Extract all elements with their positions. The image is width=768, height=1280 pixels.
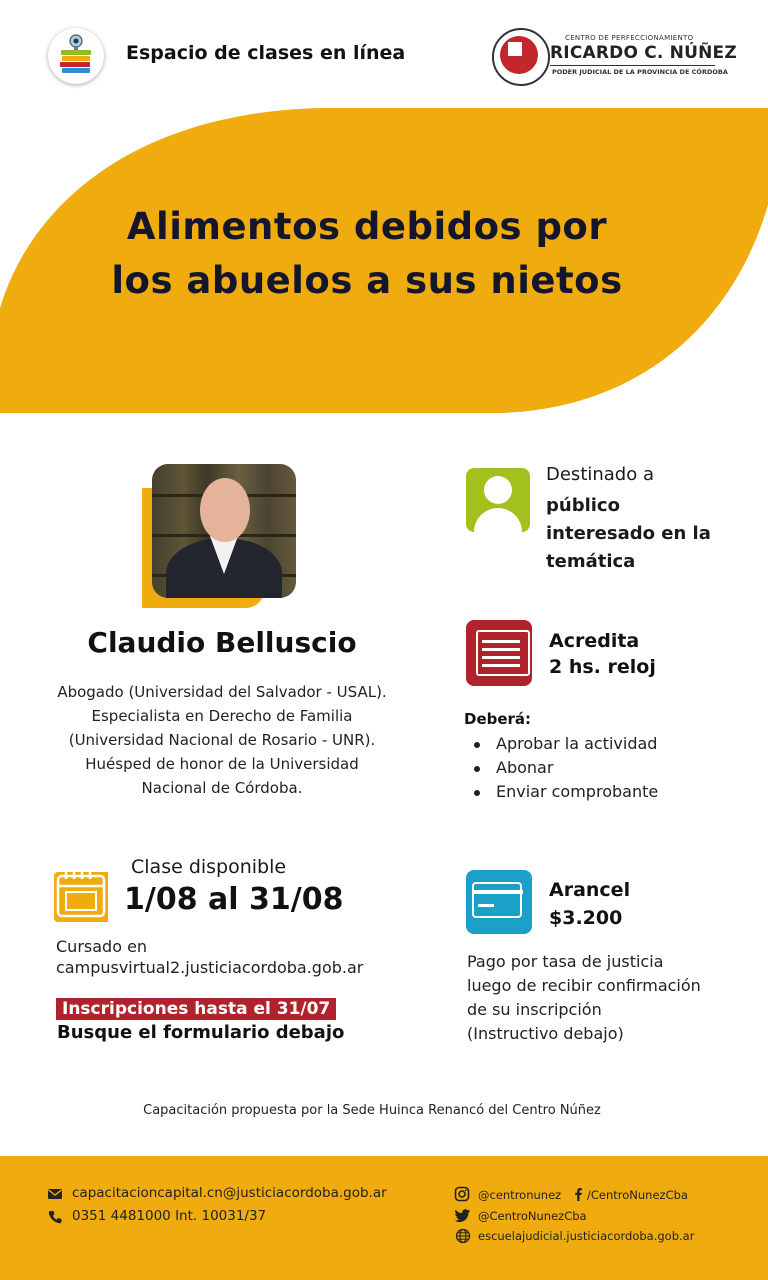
list-item: Abonar <box>472 756 658 780</box>
speaker-bio-line: Nacional de Córdoba. <box>141 779 303 797</box>
course-title-line-1: Alimentos debidos por <box>126 205 608 248</box>
fee-label: Arancel <box>549 879 631 901</box>
audience-target-line: interesado en la <box>546 523 711 544</box>
course-title-line-2: los abuelos a sus nietos <box>111 259 623 302</box>
footer-instagram-link[interactable]: @centronunez <box>478 1188 562 1202</box>
course-title <box>0 200 734 308</box>
fee-amount: $3.200 <box>549 907 623 929</box>
audience-target <box>546 492 746 576</box>
fee-note-line: de su inscripción <box>467 1000 602 1019</box>
envelope-icon <box>47 1186 63 1202</box>
list-item: Aprobar la actividad <box>472 732 658 756</box>
institution-seal-icon <box>492 28 550 86</box>
accreditation-label: Acredita <box>549 630 640 652</box>
certificate-icon <box>466 620 532 686</box>
requirements-title: Deberá: <box>464 710 532 728</box>
institution-line-bottom: PODER JUDICIAL DE LA PROVINCIA DE CÓRDOBA <box>552 68 728 76</box>
speaker-photo <box>152 464 296 598</box>
fee-note-line: luego de recibir confirmación <box>467 976 701 995</box>
fee-note-line: (Instructivo debajo) <box>467 1024 624 1043</box>
books-webcam-logo-icon <box>48 28 104 84</box>
class-dates: 1/08 al 31/08 <box>124 882 344 917</box>
campus-url: campusvirtual2.justiciacordoba.gob.ar <box>56 958 364 977</box>
institution-line-top: CENTRO DE PERFECCIONAMIENTO <box>565 34 694 42</box>
footer-website-link[interactable]: escuelajudicial.justiciacordoba.gob.ar <box>478 1229 695 1243</box>
speaker-bio <box>30 680 414 800</box>
footer <box>0 1156 768 1280</box>
footnote: Capacitación propuesta por la Sede Huinca Renancó del Centro Núñez <box>143 1103 601 1118</box>
instagram-icon <box>454 1186 470 1202</box>
globe-icon <box>455 1228 471 1244</box>
credit-card-icon <box>466 870 532 934</box>
requirements-list <box>472 732 658 804</box>
footer-facebook-link[interactable]: /CentroNunezCba <box>587 1188 688 1202</box>
institution-name: RICARDO C. NÚÑEZ <box>550 43 737 63</box>
twitter-icon <box>455 1207 471 1223</box>
calendar-icon <box>54 866 120 922</box>
speaker-bio-line: Huésped de honor de la Universidad <box>85 755 359 773</box>
phone-icon <box>47 1209 63 1225</box>
fee-note-line: Pago por tasa de justicia <box>467 952 664 971</box>
footer-phone: 0351 4481000 Int. 10031/37 <box>72 1208 267 1224</box>
footer-email-link[interactable]: capacitacioncapital.cn@justiciacordoba.gob.ar <box>72 1185 387 1201</box>
speaker-bio-line: (Universidad Nacional de Rosario - UNR). <box>68 731 376 749</box>
speaker-bio-line: Especialista en Derecho de Familia <box>91 707 353 725</box>
brand-title: Espacio de clases en línea <box>126 42 406 64</box>
accreditation <box>549 628 656 680</box>
audience-target-line: público <box>546 495 620 516</box>
speaker-bio-line: Abogado (Universidad del Salvador - USAL). <box>57 683 387 701</box>
form-hint: Busque el formulario debajo <box>57 1022 345 1043</box>
fee <box>549 876 630 932</box>
facebook-icon <box>570 1186 586 1202</box>
list-item: Enviar comprobante <box>472 780 658 804</box>
course-location <box>56 936 416 978</box>
accreditation-hours: 2 hs. reloj <box>549 656 656 678</box>
audience-intro: Destinado a <box>546 464 654 485</box>
speaker-name: Claudio Belluscio <box>87 626 357 659</box>
registration-deadline: Inscripciones hasta el 31/07 <box>56 998 336 1020</box>
audience-target-line: temática <box>546 551 636 572</box>
course-location-label: Cursado en <box>56 937 148 956</box>
user-icon <box>466 468 530 532</box>
institution-divider <box>550 65 715 66</box>
class-available-label: Clase disponible <box>131 856 287 878</box>
footer-twitter-link[interactable]: @CentroNunezCba <box>478 1209 587 1223</box>
fee-note <box>467 950 737 1046</box>
